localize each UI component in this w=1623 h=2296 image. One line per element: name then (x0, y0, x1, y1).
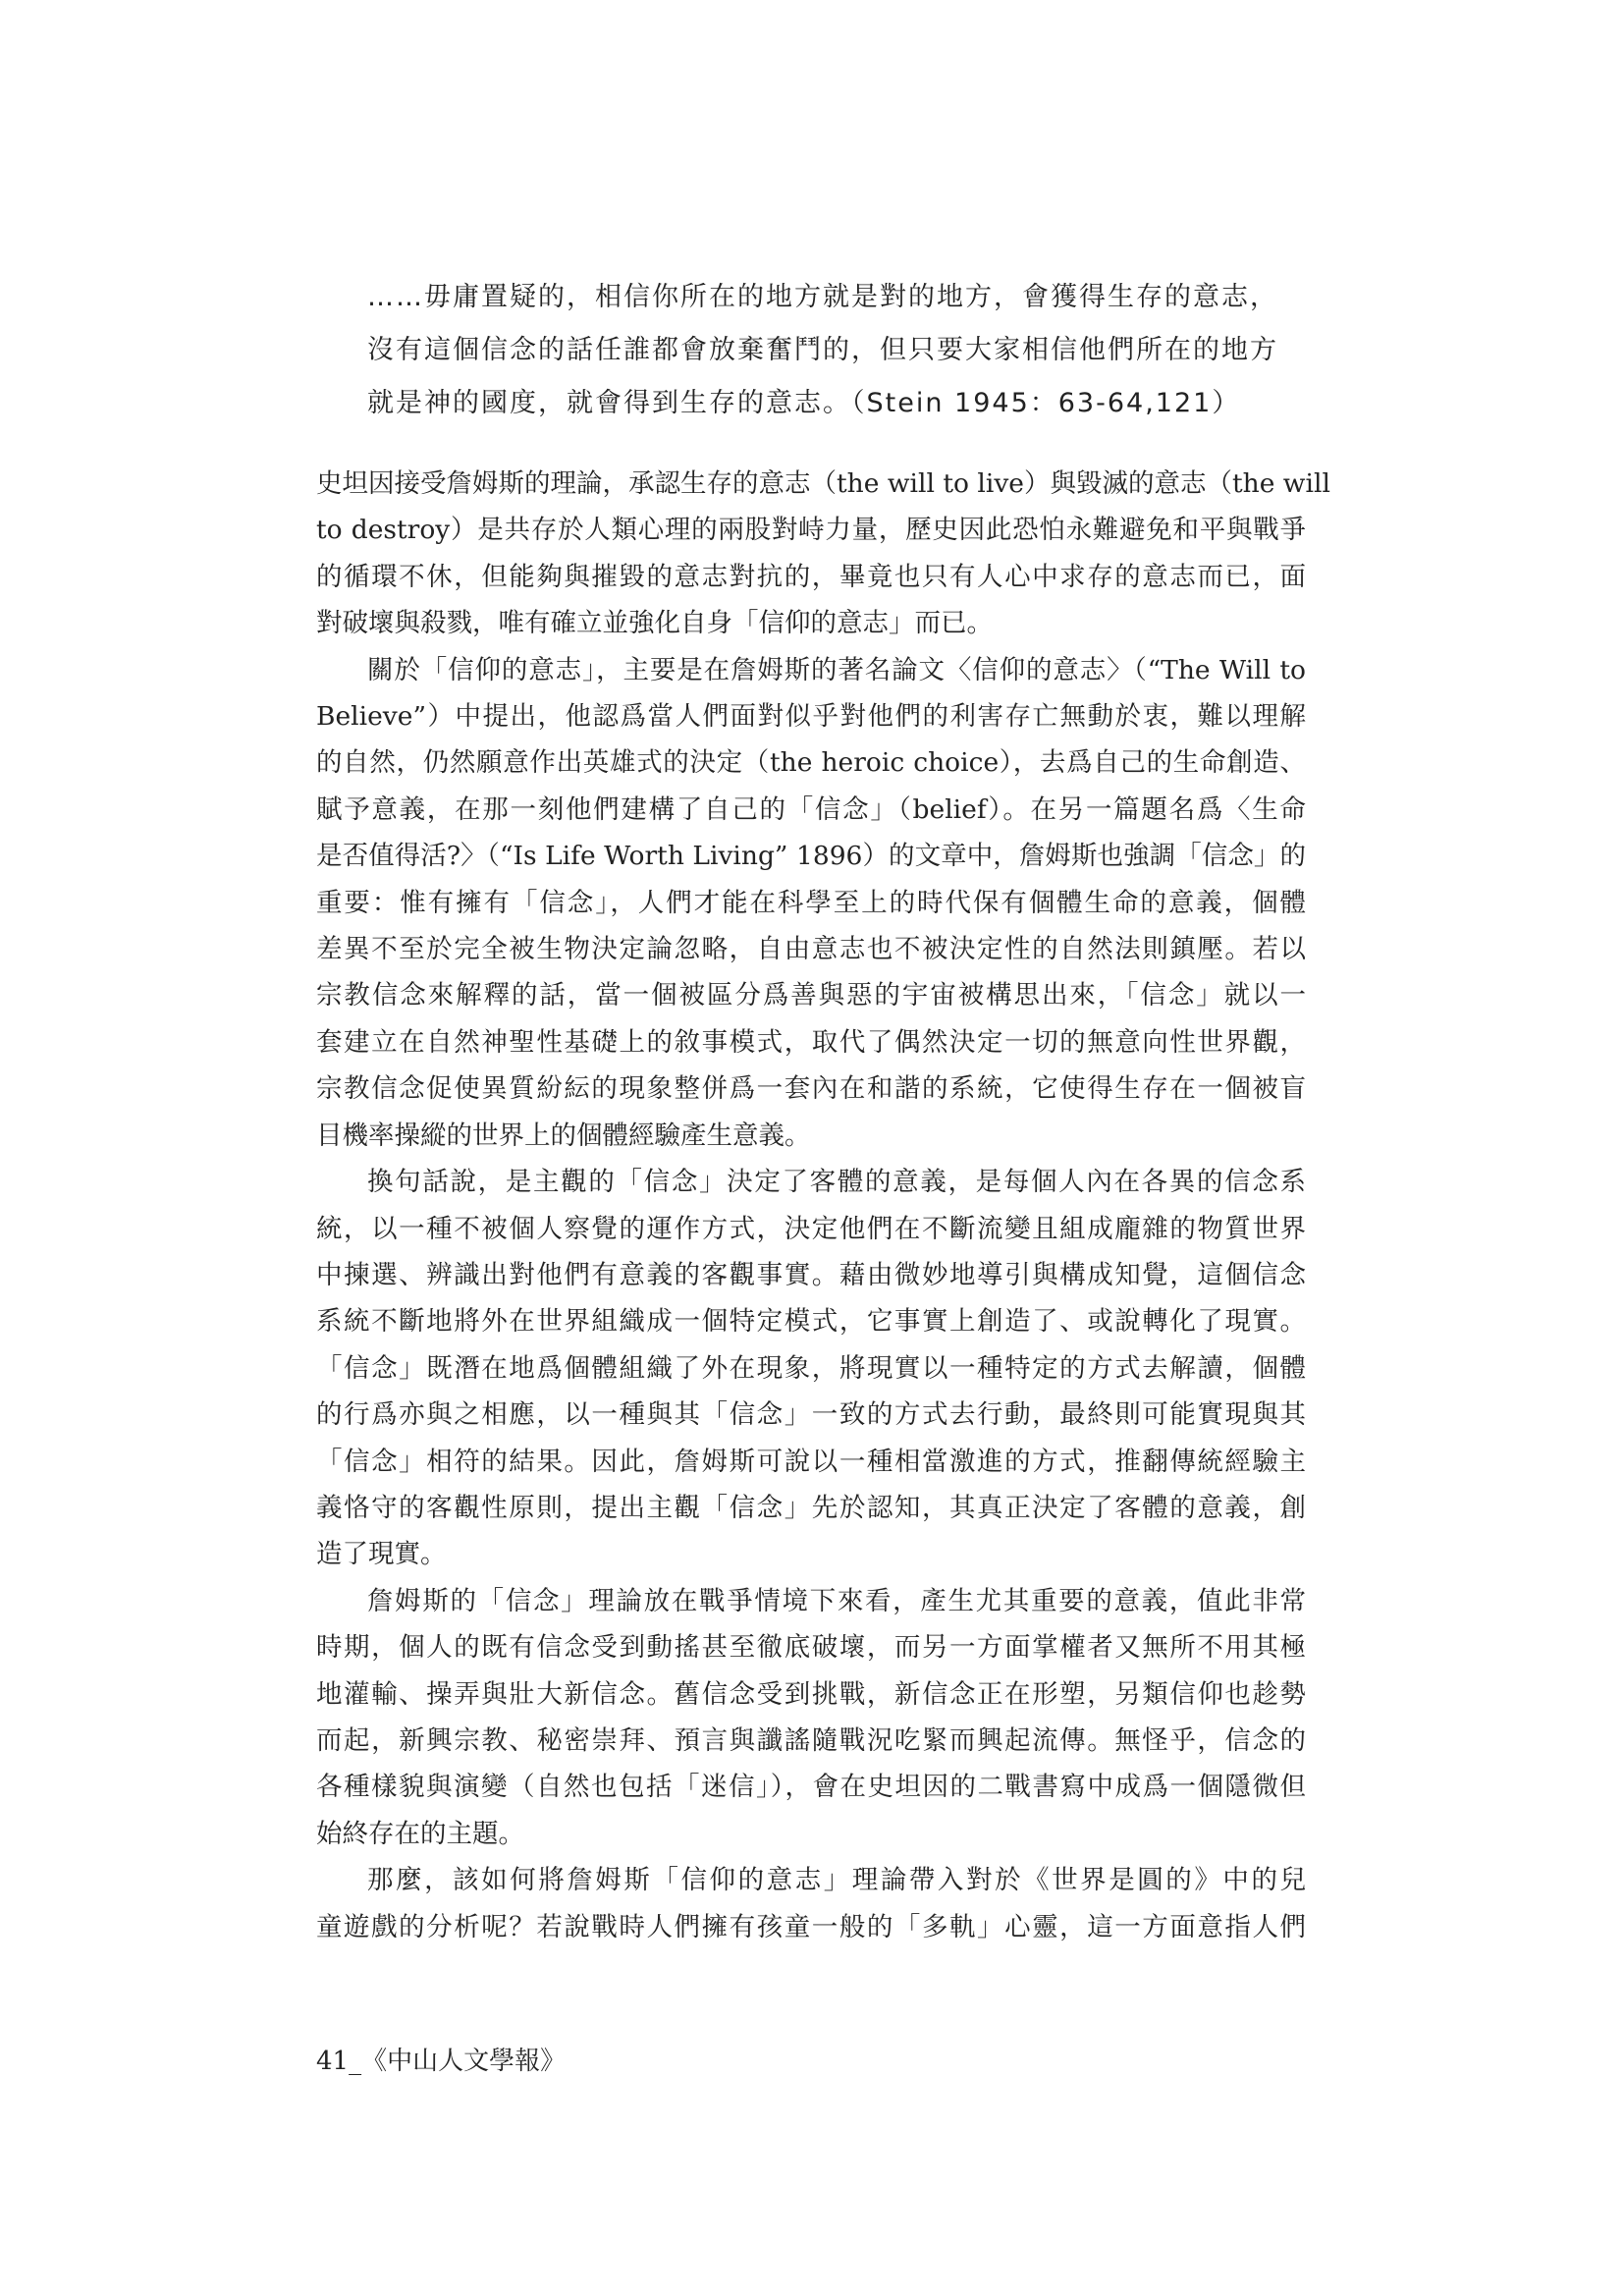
text-line: 童遊戲的分析呢？若說戰時人們擁有孩童一般的「多軌」心靈，這一方面意指人們 (316, 1911, 1306, 1942)
text-line: 造了現實。 (316, 1539, 447, 1570)
text-line: 宗教信念促使異質紛紜的現象整併爲一套內在和諧的系統，它使得生存在一個被盲 (316, 1073, 1306, 1105)
paragraph (316, 1857, 1306, 1950)
text-line: 時期，個人的既有信念受到動搖甚至徹底破壞，而另一方面掌權者又無所不用其極 (316, 1632, 1306, 1664)
text-line: 的行爲亦與之相應，以一種與其「信念」一致的方式去行動，最終則可能實現與其 (316, 1399, 1306, 1431)
text-line: 史坦因接受詹姆斯的理論，承認生存的意志（the will to live）與毀滅的意志（the will (316, 468, 1330, 499)
paragraph (316, 1578, 1306, 1857)
text-line: 詹姆斯的「信念」理論放在戰爭情境下來看，產生尤其重要的意義，值此非常 (367, 1585, 1306, 1616)
text-line: 賦予意義，在那一刻他們建構了自己的「信念」（belief）。在另一篇題名爲〈生命 (316, 793, 1306, 825)
page-footer: 41_《中山人文學報》 (316, 2047, 567, 2076)
block-quote (367, 271, 1329, 430)
text-line: 「信念」相符的結果。因此，詹姆斯可說以一種相當激進的方式，推翻傳統經驗主 (316, 1446, 1306, 1477)
text-line: 中揀選、辨識出對他們有意義的客觀事實。藉由微妙地導引與構成知覺，這個信念 (316, 1259, 1306, 1290)
text-line: 而起，新興宗教、秘密崇拜、預言與讖謠隨戰況吃緊而興起流傳。無怪乎，信念的 (316, 1724, 1306, 1756)
paragraph (316, 461, 1330, 647)
text-line: Believe”）中提出，他認爲當人們面對似乎對他們的利害存亡無動於衷，難以理解 (316, 701, 1306, 733)
paragraph (316, 647, 1306, 1159)
text-line: 地灌輸、操弄與壯大新信念。舊信念受到挑戰，新信念正在形塑，另類信仰也趁勢 (316, 1678, 1306, 1710)
text-line: 的自然，仍然願意作出英雄式的決定（the heroic choice），去爲自己的生命創造、 (316, 747, 1306, 779)
text-line: 目機率操縱的世界上的個體經驗產生意義。 (316, 1120, 811, 1151)
quote-line: 沒有這個信念的話任誰都會放棄奮鬥的，但只要大家相信他們所在的地方 (367, 335, 1278, 365)
paragraph (316, 1159, 1306, 1578)
quote-line: 就是神的國度，就會得到生存的意志。（Stein 1945：63-64,121） (367, 388, 1241, 418)
text-line: 套建立在自然神聖性基礎上的敘事模式，取代了偶然決定一切的無意向性世界觀， (316, 1026, 1306, 1058)
text-line: 關於「信仰的意志」，主要是在詹姆斯的著名論文〈信仰的意志〉（“The Will to (367, 654, 1306, 685)
text-line: 差異不至於完全被生物決定論忽略，自由意志也不被決定性的自然法則鎮壓。若以 (316, 934, 1306, 965)
text-line: 宗教信念來解釋的話，當一個被區分爲善與惡的宇宙被構思出來，「信念」就以一 (316, 980, 1306, 1011)
text-line: 那麼，該如何將詹姆斯「信仰的意志」理論帶入對於《世界是圓的》中的兒 (367, 1865, 1306, 1896)
text-line: 重要：惟有擁有「信念」，人們才能在科學至上的時代保有個體生命的意義，個體 (316, 887, 1306, 918)
text-line: to destroy）是共存於人類心理的兩股對峙力量，歷史因此恐怕永難避免和平與戰爭 (316, 515, 1306, 546)
text-line: 是否值得活?〉（“Is Life Worth Living” 1896）的文章中，詹姆斯也強調「信念」的 (316, 841, 1306, 872)
text-line: 「信念」既潛在地爲個體組織了外在現象，將現實以一種特定的方式去解讀，個體 (316, 1352, 1306, 1384)
text-line: 對破壞與殺戮，唯有確立並強化自身「信仰的意志」而已。 (316, 608, 993, 639)
body-text (316, 461, 1330, 1950)
text-line: 的循環不休，但能夠與摧毀的意志對抗的，畢竟也只有人心中求存的意志而已，面 (316, 561, 1306, 592)
text-line: 統，以一種不被個人察覺的運作方式，決定他們在不斷流變且組成龐雜的物質世界 (316, 1213, 1306, 1244)
text-line: 義恪守的客觀性原則，提出主觀「信念」先於認知，其真正決定了客體的意義，創 (316, 1492, 1306, 1523)
quote-line: ……毋庸置疑的，相信你所在的地方就是對的地方，會獲得生存的意志， (367, 282, 1278, 312)
text-line: 換句話說，是主觀的「信念」決定了客體的意義，是每個人內在各異的信念系 (367, 1167, 1306, 1198)
text-line: 始終存在的主題。 (316, 1818, 524, 1849)
text-line: 各種樣貌與演變（自然也包括「迷信」），會在史坦因的二戰書寫中成爲一個隱微但 (316, 1772, 1306, 1803)
text-line: 系統不斷地將外在世界組織成一個特定模式，它事實上創造了、或說轉化了現實。 (316, 1306, 1306, 1338)
